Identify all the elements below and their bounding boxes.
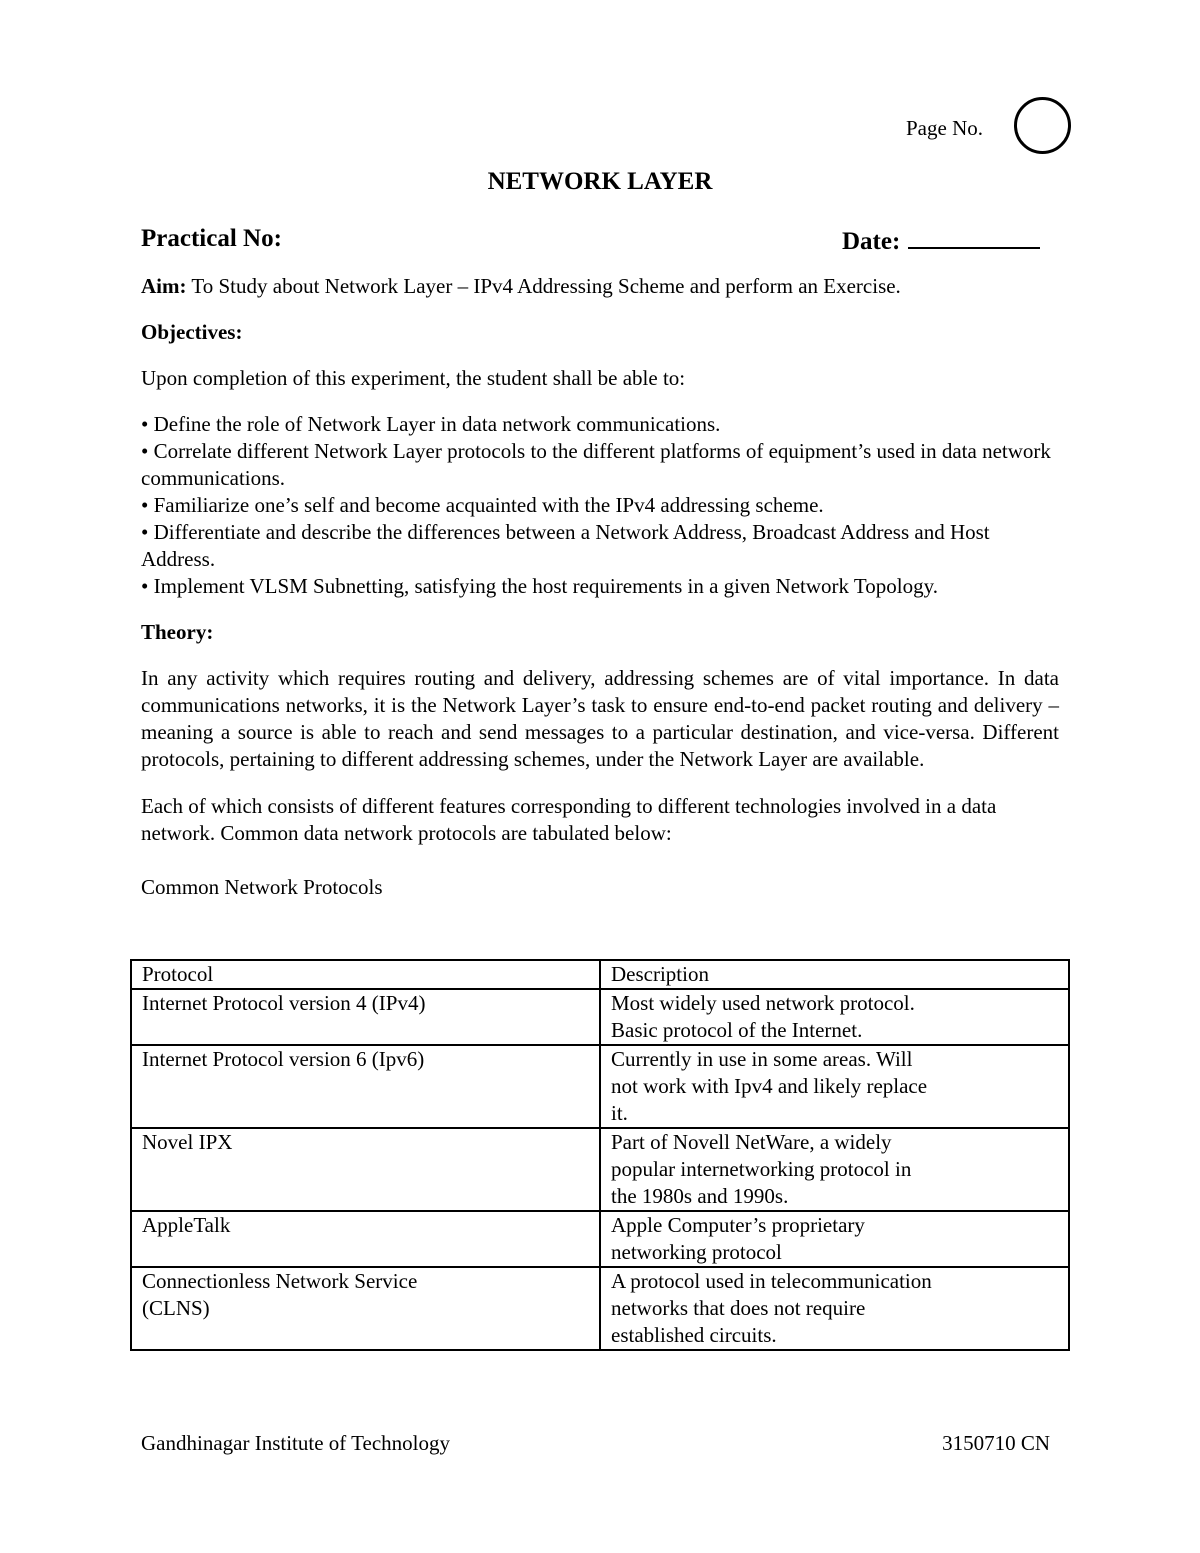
page-title: NETWORK LAYER	[487, 168, 713, 195]
objectives-intro: Upon completion of this experiment, the student shall be able to:	[141, 366, 686, 390]
table-row	[131, 1267, 1069, 1350]
document-body	[141, 273, 1059, 910]
objective-item: • Correlate different Network Layer protocols to the different platforms of equipment’s used in data network communications.	[141, 439, 1051, 490]
objective-item: • Familiarize one’s self and become acquainted with the IPv4 addressing scheme.	[141, 493, 824, 517]
objective-item: • Define the role of Network Layer in data network communications.	[141, 412, 721, 436]
date-label: Date:	[842, 228, 901, 255]
date-field	[842, 225, 1040, 256]
footer-institute: Gandhinagar Institute of Technology	[141, 1431, 450, 1455]
aim-text: To Study about Network Layer – IPv4 Addressing Scheme and perform an Exercise.	[186, 274, 901, 298]
protocol-cell: AppleTalk	[131, 1211, 600, 1267]
aim-line	[141, 273, 1059, 300]
objective-item: • Differentiate and describe the differences between a Network Address, Broadcast Address and Host Address.	[141, 520, 990, 571]
practical-no-label: Practical No:	[141, 225, 282, 252]
description-cell: Currently in use in some areas. Will not work with Ipv4 and likely replace it.	[600, 1045, 1069, 1128]
objectives-list	[141, 411, 1059, 600]
protocol-cell: Connectionless Network Service (CLNS)	[131, 1267, 600, 1350]
theory-paragraph-1: In any activity which requires routing and delivery, addressing schemes are of vital importance. In data communications networks, it is the Network Layer’s task to ensure end-to-end packet routing and delivery – meaning a source is able to reach and send messages to a particular destination, and vice-versa. Different protocols, pertaining to different addressing schemes, under the Network Layer are available.	[141, 666, 1059, 771]
objectives-heading: Objectives:	[141, 320, 243, 344]
description-cell: Apple Computer’s proprietary networking protocol	[600, 1211, 1069, 1267]
description-cell: A protocol used in telecommunication networks that does not require established circuits.	[600, 1267, 1069, 1350]
protocol-cell: Internet Protocol version 6 (Ipv6)	[131, 1045, 600, 1128]
table-header-row	[131, 960, 1069, 989]
table-row	[131, 1045, 1069, 1128]
description-cell: Most widely used network protocol. Basic protocol of the Internet.	[600, 989, 1069, 1045]
page-no-label: Page No.	[906, 116, 983, 140]
footer-course-code: 3150710 CN	[942, 1431, 1050, 1455]
protocol-cell: Internet Protocol version 4 (IPv4)	[131, 989, 600, 1045]
table-caption: Common Network Protocols	[141, 875, 383, 899]
description-cell: Part of Novell NetWare, a widely popular internetworking protocol in the 1980s and 1990s.	[600, 1128, 1069, 1211]
page-no-circle	[1014, 97, 1071, 154]
table-row	[131, 1211, 1069, 1267]
table-row	[131, 1128, 1069, 1211]
protocol-cell: Novel IPX	[131, 1128, 600, 1211]
table-header-cell: Description	[600, 960, 1069, 989]
objective-item: • Implement VLSM Subnetting, satisfying the host requirements in a given Network Topology.	[141, 574, 938, 598]
theory-heading: Theory:	[141, 620, 214, 644]
table-header-cell: Protocol	[131, 960, 600, 989]
theory-paragraph-2: Each of which consists of different features corresponding to different technologies involved in a data network. Common data network protocols are tabulated below:	[141, 794, 997, 845]
table-row	[131, 989, 1069, 1045]
aim-label: Aim:	[141, 274, 187, 298]
date-blank-line	[908, 225, 1040, 249]
protocols-table	[130, 959, 1070, 1351]
